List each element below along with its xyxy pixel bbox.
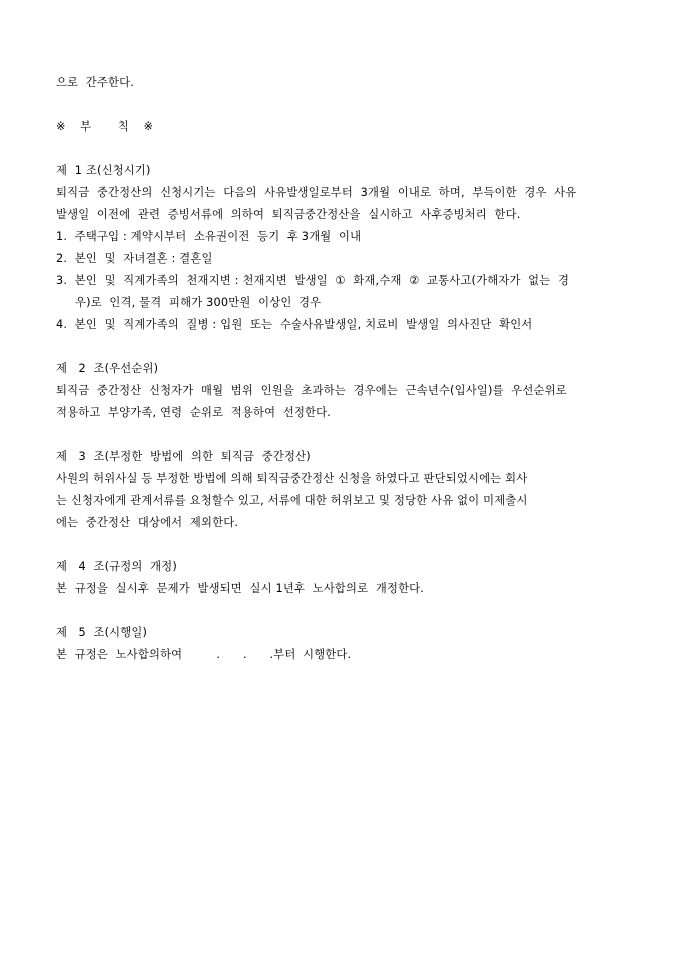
article-1-list-item-2: 2. 본인 및 자녀결혼 : 결혼일 <box>56 252 213 265</box>
spacer <box>56 138 624 160</box>
spacer <box>56 94 624 116</box>
spacer <box>56 424 624 446</box>
supplementary-provisions-title: ※ 부 칙 ※ <box>56 120 156 133</box>
article-5-heading: 제 5 조(시행일) <box>56 626 148 639</box>
article-2-body-line-1: 퇴직금 중간정산 신청자가 매월 범위 인원을 초과하는 경우에는 근속년수(입사일)를 우선순위로 <box>56 384 567 397</box>
article-3-body-line-1: 사원의 허위사실 등 부정한 방법에 의해 퇴직금중간정산 신청을 하였다고 판단되었시에는 회사 <box>56 472 528 485</box>
article-2-body-line-2: 적용하고 부양가족, 연령 순위로 적용하여 선정한다. <box>56 406 332 419</box>
article-4-body-line-1: 본 규정을 실시후 문제가 발생되면 실시 1년후 노사합의로 개정한다. <box>56 582 425 595</box>
article-3-body-line-2: 는 신청자에게 관계서류를 요청할수 있고, 서류에 대한 허위보고 및 정당한 사유 없이 미제출시 <box>56 494 528 507</box>
article-2-heading: 제 2 조(우선순위) <box>56 362 159 375</box>
article-1-list-item-3-cont: 우)로 인격, 물격 피해가 300만원 이상인 경우 <box>56 296 322 309</box>
article-1-body-line-1: 퇴직금 중간정산의 신청시기는 다음의 사유발생일로부터 3개월 이내로 하며, 부득이한 경우 사유 <box>56 186 577 199</box>
article-1-heading: 제 1 조(신청시기) <box>56 164 151 177</box>
spacer <box>56 600 624 622</box>
spacer <box>56 534 624 556</box>
document-body <box>56 72 624 666</box>
article-1-list-item-1: 1. 주택구입 : 계약시부터 소유권이전 등기 후 3개월 이내 <box>56 230 362 243</box>
article-1-list-item-3: 3. 본인 및 직계가족의 천재지변 : 천재지변 발생일 ① 화재,수재 ② 교통사고(가해자가 없는 경 <box>56 274 570 287</box>
article-4-heading: 제 4 조(규정의 개정) <box>56 560 177 573</box>
spacer <box>56 336 624 358</box>
article-3-heading: 제 3 조(부정한 방법에 의한 퇴직금 중간정산) <box>56 450 311 463</box>
article-5-body-line-1: 본 규정은 노사합의하여 . . .부터 시행한다. <box>56 648 352 661</box>
article-1-body-line-2: 발생일 이전에 관련 증빙서류에 의하여 퇴직금중간정산을 실시하고 사후증빙처리 한다. <box>56 208 521 221</box>
paragraph-intro: 으로 간주한다. <box>56 76 135 89</box>
article-1-list-item-4: 4. 본인 및 직계가족의 질병 : 입원 또는 수술사유발생일, 치료비 발생일 의사진단 확인서 <box>56 318 533 331</box>
article-3-body-line-3: 에는 중간정산 대상에서 제외한다. <box>56 516 239 529</box>
